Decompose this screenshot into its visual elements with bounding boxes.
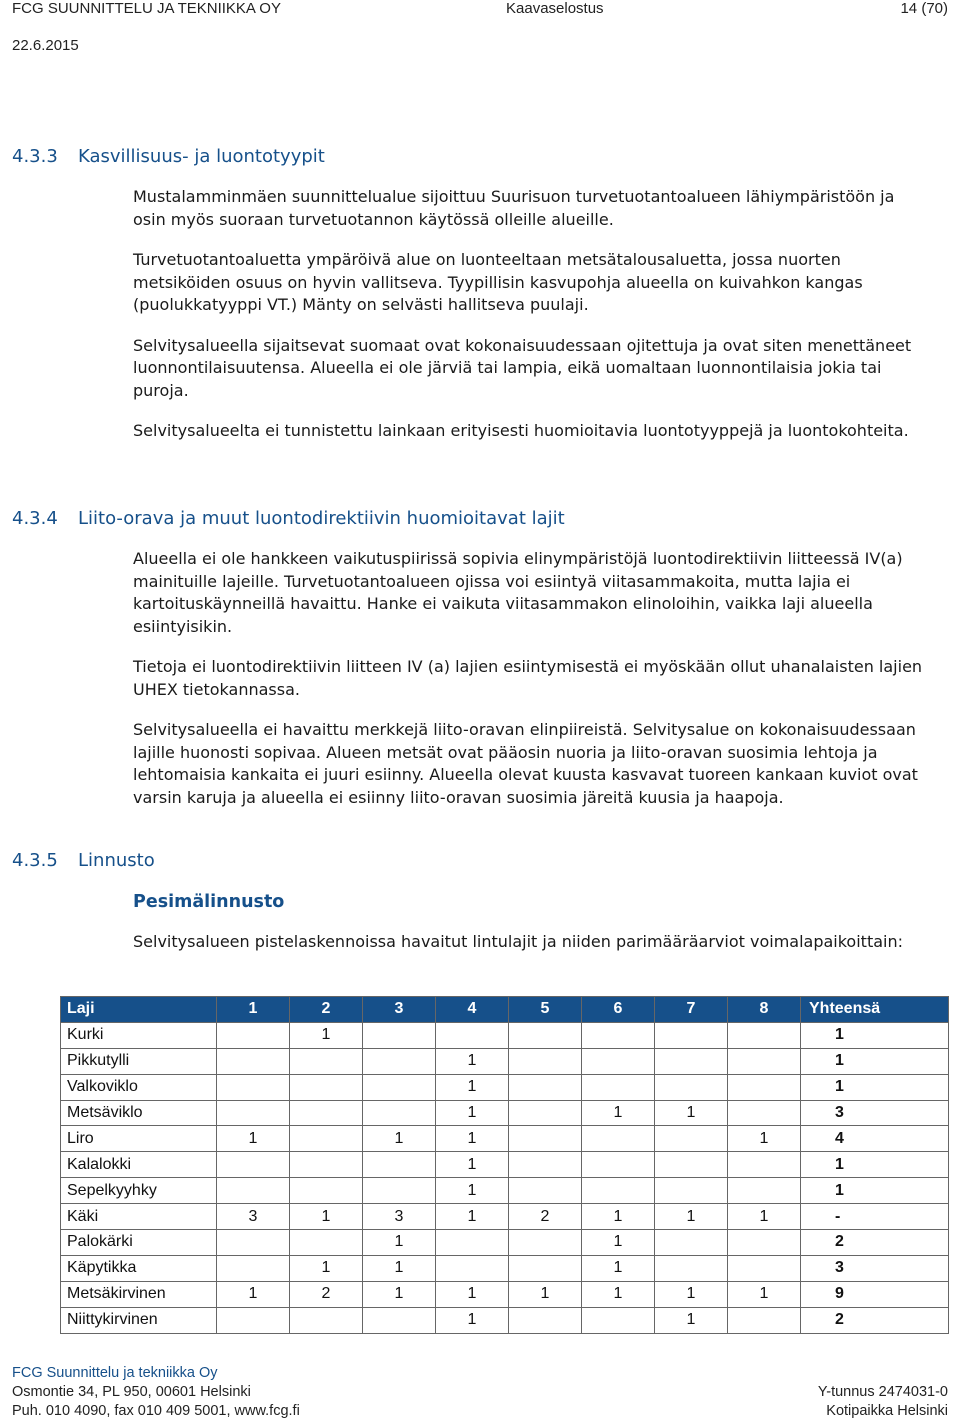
- heading-433-number: 4.3.3: [12, 146, 58, 167]
- count-cell: [290, 1178, 363, 1204]
- count-cell: 1: [363, 1230, 436, 1256]
- count-cell: [509, 1126, 582, 1152]
- species-table-body: [61, 1022, 949, 1333]
- species-name-cell: Liro: [61, 1126, 217, 1152]
- count-cell: 1: [436, 1100, 509, 1126]
- header-page-number: 14 (70): [900, 0, 948, 17]
- count-cell: [728, 1022, 801, 1048]
- count-cell: [582, 1022, 655, 1048]
- count-cell: [582, 1074, 655, 1100]
- count-cell: [217, 1022, 290, 1048]
- column-header: 4: [436, 997, 509, 1023]
- count-cell: 1: [436, 1152, 509, 1178]
- count-cell: [728, 1048, 801, 1074]
- total-cell: 3: [801, 1255, 949, 1281]
- count-cell: 1: [582, 1281, 655, 1307]
- header-date: 22.6.2015: [12, 37, 79, 54]
- table-row: [61, 1126, 949, 1152]
- count-cell: 1: [436, 1074, 509, 1100]
- total-cell: 1: [801, 1022, 949, 1048]
- table-row: [61, 1230, 949, 1256]
- footer-address: Osmontie 34, PL 950, 00601 Helsinki: [12, 1384, 251, 1400]
- table-row: [61, 1307, 949, 1333]
- table-row: [61, 1281, 949, 1307]
- count-cell: [290, 1126, 363, 1152]
- count-cell: [728, 1100, 801, 1126]
- heading-433-title: Kasvillisuus- ja luontotyypit: [78, 146, 325, 167]
- count-cell: 1: [363, 1281, 436, 1307]
- species-name-cell: Niittykirvinen: [61, 1307, 217, 1333]
- count-cell: [728, 1230, 801, 1256]
- count-cell: 1: [655, 1307, 728, 1333]
- count-cell: 1: [509, 1281, 582, 1307]
- count-cell: [509, 1048, 582, 1074]
- paragraph: Selvitysalueella sijaitsevat suomaat ovat kokonaisuudessaan ojitettuja ja ovat siten menettäneet luonnontilaisuutensa. Alueella ei ole järviä tai lampia, eikä uomaltaan luonnontilaisia jokia tai puroja.: [133, 335, 912, 400]
- count-cell: [655, 1152, 728, 1178]
- count-cell: 1: [436, 1048, 509, 1074]
- count-cell: [363, 1152, 436, 1178]
- count-cell: 1: [582, 1100, 655, 1126]
- count-cell: [728, 1152, 801, 1178]
- total-cell: 1: [801, 1074, 949, 1100]
- count-cell: [217, 1178, 290, 1204]
- species-table: [60, 996, 949, 1334]
- total-cell: 2: [801, 1307, 949, 1333]
- page-header: [12, 0, 948, 60]
- count-cell: [728, 1074, 801, 1100]
- page-footer: [12, 1364, 948, 1421]
- count-cell: [582, 1048, 655, 1074]
- species-name-cell: Sepelkyyhky: [61, 1178, 217, 1204]
- count-cell: 1: [290, 1255, 363, 1281]
- count-cell: [509, 1255, 582, 1281]
- count-cell: [363, 1022, 436, 1048]
- species-name-cell: Käki: [61, 1204, 217, 1230]
- species-name-cell: Pikkutylli: [61, 1048, 217, 1074]
- column-header: Yhteensä: [801, 997, 949, 1023]
- column-header: 2: [290, 997, 363, 1023]
- section-435-body: [133, 891, 928, 954]
- count-cell: [582, 1307, 655, 1333]
- table-row: [61, 1152, 949, 1178]
- paragraph: Selvitysalueen pistelaskennoissa havaitut lintulajit ja niiden parimääräarviot voimalapaikoittain:: [133, 932, 903, 951]
- count-cell: [363, 1307, 436, 1333]
- count-cell: [655, 1230, 728, 1256]
- species-name-cell: Kurki: [61, 1022, 217, 1048]
- paragraph: Tietoja ei luontodirektiivin liitteen IV (a) lajien esiintymisestä ei myöskään ollut uhanalaisten lajien UHEX tietokannassa.: [133, 657, 923, 699]
- count-cell: [436, 1255, 509, 1281]
- count-cell: 1: [582, 1230, 655, 1256]
- count-cell: [217, 1100, 290, 1126]
- count-cell: 1: [217, 1126, 290, 1152]
- heading-435-number: 4.3.5: [12, 850, 58, 871]
- total-cell: 3: [801, 1100, 949, 1126]
- table-row: [61, 1048, 949, 1074]
- heading-434-number: 4.3.4: [12, 508, 58, 529]
- footer-company: FCG Suunnittelu ja tekniikka Oy: [12, 1365, 218, 1381]
- count-cell: 2: [290, 1281, 363, 1307]
- count-cell: [509, 1307, 582, 1333]
- count-cell: 1: [436, 1178, 509, 1204]
- count-cell: [217, 1255, 290, 1281]
- paragraph: Alueella ei ole hankkeen vaikutuspiirissä sopivia elinympäristöjä luontodirektiivin liitteessä IV(a) mainituille lajeille. Turvetuotantoalueen ojissa voi esiintyä viitasammakoita, mutta lajia ei kartoituskäynneillä havaittu. Hanke ei vaikuta viitasammakon elinoloihin, vaikka laji alueella esiintyisikin.: [133, 549, 903, 636]
- count-cell: [582, 1178, 655, 1204]
- total-cell: 9: [801, 1281, 949, 1307]
- count-cell: [290, 1152, 363, 1178]
- count-cell: [509, 1178, 582, 1204]
- count-cell: [655, 1074, 728, 1100]
- table-row: [61, 1178, 949, 1204]
- paragraph: Mustalamminmäen suunnittelualue sijoittuu Suurisuon turvetuotantoalueen lähiympäristöön ja osin myös suoraan turvetuotannon käytössä olleille alueille.: [133, 187, 895, 229]
- count-cell: [217, 1048, 290, 1074]
- count-cell: 1: [582, 1204, 655, 1230]
- count-cell: 3: [363, 1204, 436, 1230]
- table-header-row: [61, 997, 949, 1023]
- paragraph: Selvitysalueella ei havaittu merkkejä liito-oravan elinpiireistä. Selvitysalue on kokonaisuudessaan lajille huonosti sopivaa. Alueen metsät ovat pääosin nuoria ja liito-oravan suosimia lehtoja ja lehtomaisia kankaita ei juuri esiinny. Alueella olevat kuusta kasvavat tuoreen kankaan kuviot ovat varsin karuja ja alueella ei esiinny liito-oravan suosimia järeitä kuusia ja haapoja.: [133, 720, 918, 807]
- count-cell: [728, 1307, 801, 1333]
- count-cell: [290, 1230, 363, 1256]
- heading-435: [12, 850, 155, 871]
- footer-contact: Puh. 010 4090, fax 010 409 5001, www.fcg.fi: [12, 1403, 300, 1419]
- count-cell: [728, 1178, 801, 1204]
- species-name-cell: Metsäviklo: [61, 1100, 217, 1126]
- count-cell: [217, 1152, 290, 1178]
- count-cell: 1: [436, 1281, 509, 1307]
- total-cell: -: [801, 1204, 949, 1230]
- count-cell: [363, 1048, 436, 1074]
- count-cell: [728, 1255, 801, 1281]
- count-cell: [655, 1022, 728, 1048]
- heading-434: [12, 508, 565, 529]
- total-cell: 1: [801, 1178, 949, 1204]
- count-cell: [363, 1074, 436, 1100]
- count-cell: 1: [290, 1204, 363, 1230]
- species-name-cell: Palokärki: [61, 1230, 217, 1256]
- paragraph: Selvitysalueelta ei tunnistettu lainkaan erityisesti huomioitavia luontotyyppejä ja luontokohteita.: [133, 421, 909, 440]
- count-cell: 1: [728, 1281, 801, 1307]
- count-cell: 1: [728, 1204, 801, 1230]
- count-cell: 1: [436, 1126, 509, 1152]
- count-cell: [509, 1074, 582, 1100]
- header-doc-type: Kaavaselostus: [506, 0, 604, 17]
- column-header: Laji: [61, 997, 217, 1023]
- count-cell: [655, 1126, 728, 1152]
- total-cell: 1: [801, 1152, 949, 1178]
- count-cell: [290, 1100, 363, 1126]
- table-row: [61, 1255, 949, 1281]
- species-name-cell: Kalalokki: [61, 1152, 217, 1178]
- count-cell: [509, 1230, 582, 1256]
- count-cell: 1: [363, 1126, 436, 1152]
- count-cell: [582, 1126, 655, 1152]
- footer-business-id: Y-tunnus 2474031-0: [817, 1384, 948, 1400]
- count-cell: [290, 1074, 363, 1100]
- count-cell: 1: [436, 1204, 509, 1230]
- total-cell: 1: [801, 1048, 949, 1074]
- heading-435-title: Linnusto: [78, 850, 155, 871]
- count-cell: [436, 1230, 509, 1256]
- column-header: 6: [582, 997, 655, 1023]
- total-cell: 2: [801, 1230, 949, 1256]
- count-cell: [290, 1048, 363, 1074]
- footer-domicile: Kotipaikka Helsinki: [826, 1403, 948, 1419]
- heading-433: [12, 146, 325, 167]
- count-cell: [436, 1022, 509, 1048]
- count-cell: 1: [582, 1255, 655, 1281]
- count-cell: 1: [728, 1126, 801, 1152]
- column-header: 3: [363, 997, 436, 1023]
- heading-434-title: Liito-orava ja muut luontodirektiivin huomioitavat lajit: [78, 508, 565, 529]
- count-cell: 1: [655, 1281, 728, 1307]
- column-header: 5: [509, 997, 582, 1023]
- count-cell: [655, 1178, 728, 1204]
- total-cell: 4: [801, 1126, 949, 1152]
- count-cell: 1: [655, 1204, 728, 1230]
- subheading-pesimalinnusto: Pesimälinnusto: [133, 892, 285, 912]
- count-cell: 1: [290, 1022, 363, 1048]
- count-cell: [217, 1074, 290, 1100]
- paragraph: Turvetuotantoaluetta ympäröivä alue on luonteeltaan metsätalousaluetta, jossa nuorten metsiköiden osuus on hyvin vallitseva. Tyypillisin kasvupohja alueella on kuivahkon kangas (puolukkatyyppi VT.) Mänty on selvästi hallitseva puulaji.: [133, 250, 863, 314]
- species-name-cell: Valkoviklo: [61, 1074, 217, 1100]
- count-cell: [363, 1178, 436, 1204]
- species-name-cell: Metsäkirvinen: [61, 1281, 217, 1307]
- count-cell: [363, 1100, 436, 1126]
- count-cell: [655, 1255, 728, 1281]
- count-cell: 1: [217, 1281, 290, 1307]
- count-cell: 3: [217, 1204, 290, 1230]
- count-cell: 1: [436, 1307, 509, 1333]
- count-cell: [582, 1152, 655, 1178]
- count-cell: 1: [655, 1100, 728, 1126]
- table-row: [61, 1204, 949, 1230]
- column-header: 1: [217, 997, 290, 1023]
- section-434-body: [133, 548, 928, 809]
- count-cell: [290, 1307, 363, 1333]
- section-433-body: [133, 186, 928, 443]
- count-cell: [509, 1152, 582, 1178]
- count-cell: [217, 1230, 290, 1256]
- count-cell: 2: [509, 1204, 582, 1230]
- count-cell: [509, 1022, 582, 1048]
- column-header: 7: [655, 997, 728, 1023]
- count-cell: [655, 1048, 728, 1074]
- species-name-cell: Käpytikka: [61, 1255, 217, 1281]
- count-cell: 1: [363, 1255, 436, 1281]
- header-company: FCG SUUNNITTELU JA TEKNIIKKA OY: [12, 0, 281, 17]
- table-row: [61, 1074, 949, 1100]
- table-row: [61, 1100, 949, 1126]
- count-cell: [217, 1307, 290, 1333]
- table-row: [61, 1022, 949, 1048]
- column-header: 8: [728, 997, 801, 1023]
- count-cell: [509, 1100, 582, 1126]
